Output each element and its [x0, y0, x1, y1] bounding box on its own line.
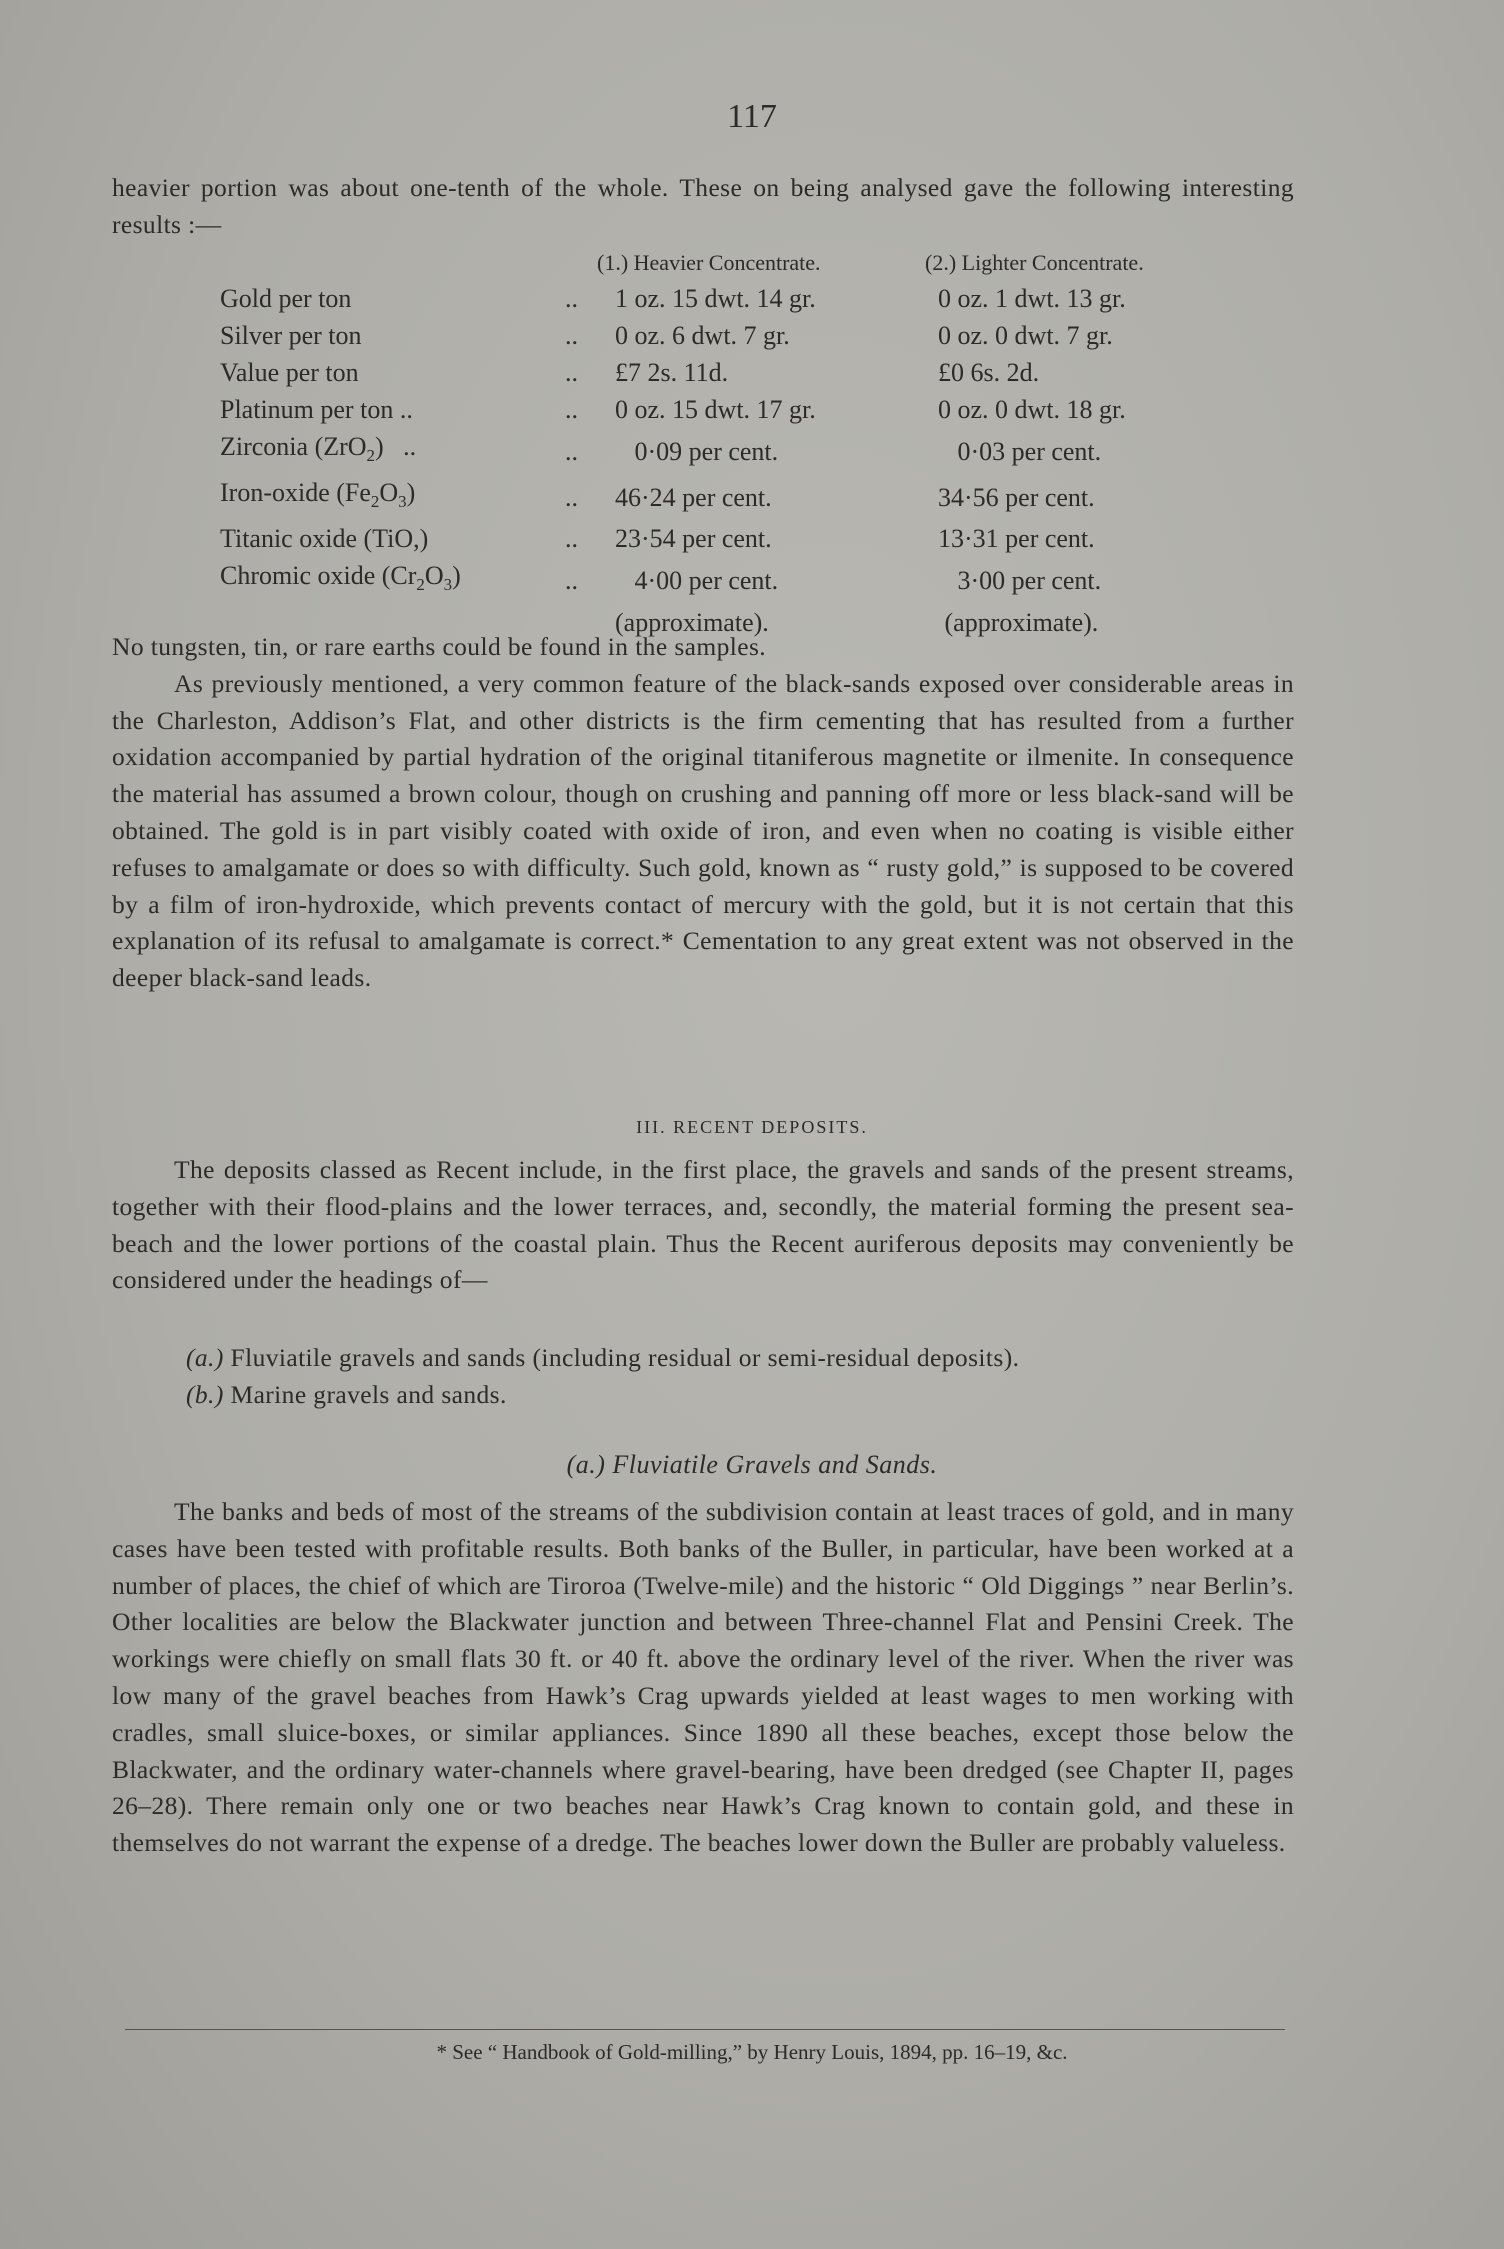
row-lighter-value: 34·56 per cent. — [938, 482, 1095, 512]
table-row — [220, 557, 1188, 603]
row-label: Platinum per ton .. — [220, 395, 413, 424]
row-dots: .. — [565, 321, 578, 350]
row-heavier-value: 0·09 per cent. — [634, 436, 779, 466]
approx-lighter: (approximate). — [944, 607, 1099, 637]
para-recent: The deposits classed as Recent include, in the first place, the gravels and sands of the present streams, together with their flood-plains and the lower terraces, and, secondly, the material forming the present sea-beach and the lower portions of the coastal plain. Thus the Recent auriferous deposits may conveniently be considered under the headings of— — [112, 1155, 1294, 1295]
intro-paragraph — [112, 170, 1294, 244]
row-lighter-value: 0 oz. 0 dwt. 18 gr. — [938, 395, 1126, 424]
list-item: (b.) Marine gravels and sands. — [186, 1380, 507, 1409]
row-label: Value per ton — [220, 358, 359, 387]
row-dots: .. — [565, 284, 578, 313]
row-heavier-value: 23·54 per cent. — [615, 524, 772, 554]
body-section-2 — [112, 1152, 1294, 1299]
table-row — [220, 354, 1188, 391]
row-lighter-value: 13·31 per cent. — [938, 524, 1095, 554]
para-no-tungsten: No tungsten, tin, or rare earths could be found in the samples. — [112, 632, 767, 661]
row-dots: .. — [565, 565, 578, 595]
section-heading: III. RECENT DEPOSITS. — [636, 1117, 868, 1137]
footnote-rule — [125, 2029, 1285, 2030]
approx-heavier: (approximate). — [615, 607, 769, 637]
row-dots: .. — [565, 482, 578, 512]
row-label: Iron-oxide $(Fe_2O_3)$ — [220, 478, 416, 512]
row-heavier-value: 4·00 per cent. — [634, 565, 779, 595]
row-label: Silver per ton — [220, 321, 362, 350]
row-label: Zirconia (ZrO$_2$) .. — [220, 432, 417, 466]
row-dots: .. — [565, 358, 578, 387]
row-dots: .. — [565, 524, 578, 554]
row-lighter-value: 0·03 per cent. — [957, 436, 1102, 466]
list-item: (a.) Fluviatile gravels and sands (including residual or semi-residual deposits). — [186, 1343, 1020, 1372]
row-heavier-value: 0 oz. 6 dwt. 7 gr. — [615, 321, 790, 350]
row-heavier-value: £7 2s. 11d. — [615, 358, 729, 387]
body-section-3 — [112, 1494, 1294, 1862]
analysis-table — [220, 280, 1188, 641]
col1-header: (1.) Heavier Concentrate. — [597, 250, 821, 275]
row-label: Gold per ton — [220, 284, 352, 313]
row-heavier-value: 0 oz. 15 dwt. 17 gr. — [615, 395, 816, 424]
row-heavier-value: 1 oz. 15 dwt. 14 gr. — [615, 284, 816, 313]
row-lighter-value: 3·00 per cent. — [957, 565, 1102, 595]
row-label: Titanic oxide (TiO,) — [220, 524, 429, 554]
row-heavier-value: 46·24 per cent. — [615, 482, 772, 512]
subsection-heading: (a.) Fluviatile Gravels and Sands. — [566, 1450, 938, 1479]
para-fluviatile: The banks and beds of most of the streams of the subdivision contain at least traces of gold, and in many cases have been tested with profitable results. Both banks of the Buller, in particular, have been worked at a number of places, the chief of which are Tiroroa (Twelve-mile) and the historic “ Old Diggings ” near Berlin’s. Other localities are below the Blackwater junction and between Three-channel Flat and Pensini Creek. The workings were chiefly on small flats 30 ft. or 40 ft. above the ordinary level of the river. When the river was low many of the gravel beaches from Hawk’s Crag upwards yielded at least wages to men working with cradles, small sluice-boxes, or similar appliances. Since 1890 all these beaches, except those below the Blackwater, and the ordinary water-channels where gravel-bearing, have been dredged (see Chapter II, pages 26–28). There remain only one or two beaches near Hawk’s Crag known to contain gold, and these in themselves do not warrant the expense of a dredge. The beaches lower down the Buller are probably valueless. — [112, 1497, 1294, 1858]
row-label: Chromic oxide $(Cr_2O_3)$ — [220, 561, 461, 595]
table-row — [220, 317, 1188, 354]
table-row — [220, 428, 1188, 474]
intro-text: heavier portion was about one-tenth of the whole. These on being analysed gave the following interesting results :— — [112, 173, 1294, 239]
table-row — [220, 474, 1188, 520]
table-row — [220, 520, 1188, 557]
row-lighter-value: £0 6s. 2d. — [938, 358, 1040, 387]
headings-list — [186, 1339, 1019, 1413]
row-lighter-value: 0 oz. 1 dwt. 13 gr. — [938, 284, 1126, 313]
para-cementing: As previously mentioned, a very common feature of the black-sands exposed over considerable areas in the Charleston, Addison’s Flat, and other districts is the firm cementing that has resulted from a further oxidation accompanied by partial hydration of the original titaniferous magnetite or ilmenite. In consequence the material has assumed a brown colour, though on crushing and panning off more or less black-sand will be obtained. The gold is in part visibly coated with oxide of iron, and even when no coating is visible either refuses to amalgamate or does so with difficulty. Such gold, known as “ rusty gold,” is supposed to be covered by a film of iron-hydroxide, which prevents contact of mercury with the gold, but it is not certain that this explanation of its refusal to amalgamate is correct.* Cementation to any great extent was not observed in the deeper black-sand leads. — [112, 668, 1294, 993]
body-section-1 — [112, 629, 1294, 997]
col2-header: (2.) Lighter Concentrate. — [925, 250, 1144, 275]
footnote: * See “ Handbook of Gold-milling,” by Henry Louis, 1894, pp. 16–19, &c. — [436, 2040, 1068, 2064]
row-lighter-value: 0 oz. 0 dwt. 7 gr. — [938, 321, 1113, 350]
table-row — [220, 391, 1188, 428]
row-dots: .. — [565, 395, 578, 424]
page-number: 117 — [727, 98, 777, 135]
row-dots: .. — [565, 436, 578, 466]
table-row — [220, 280, 1188, 317]
